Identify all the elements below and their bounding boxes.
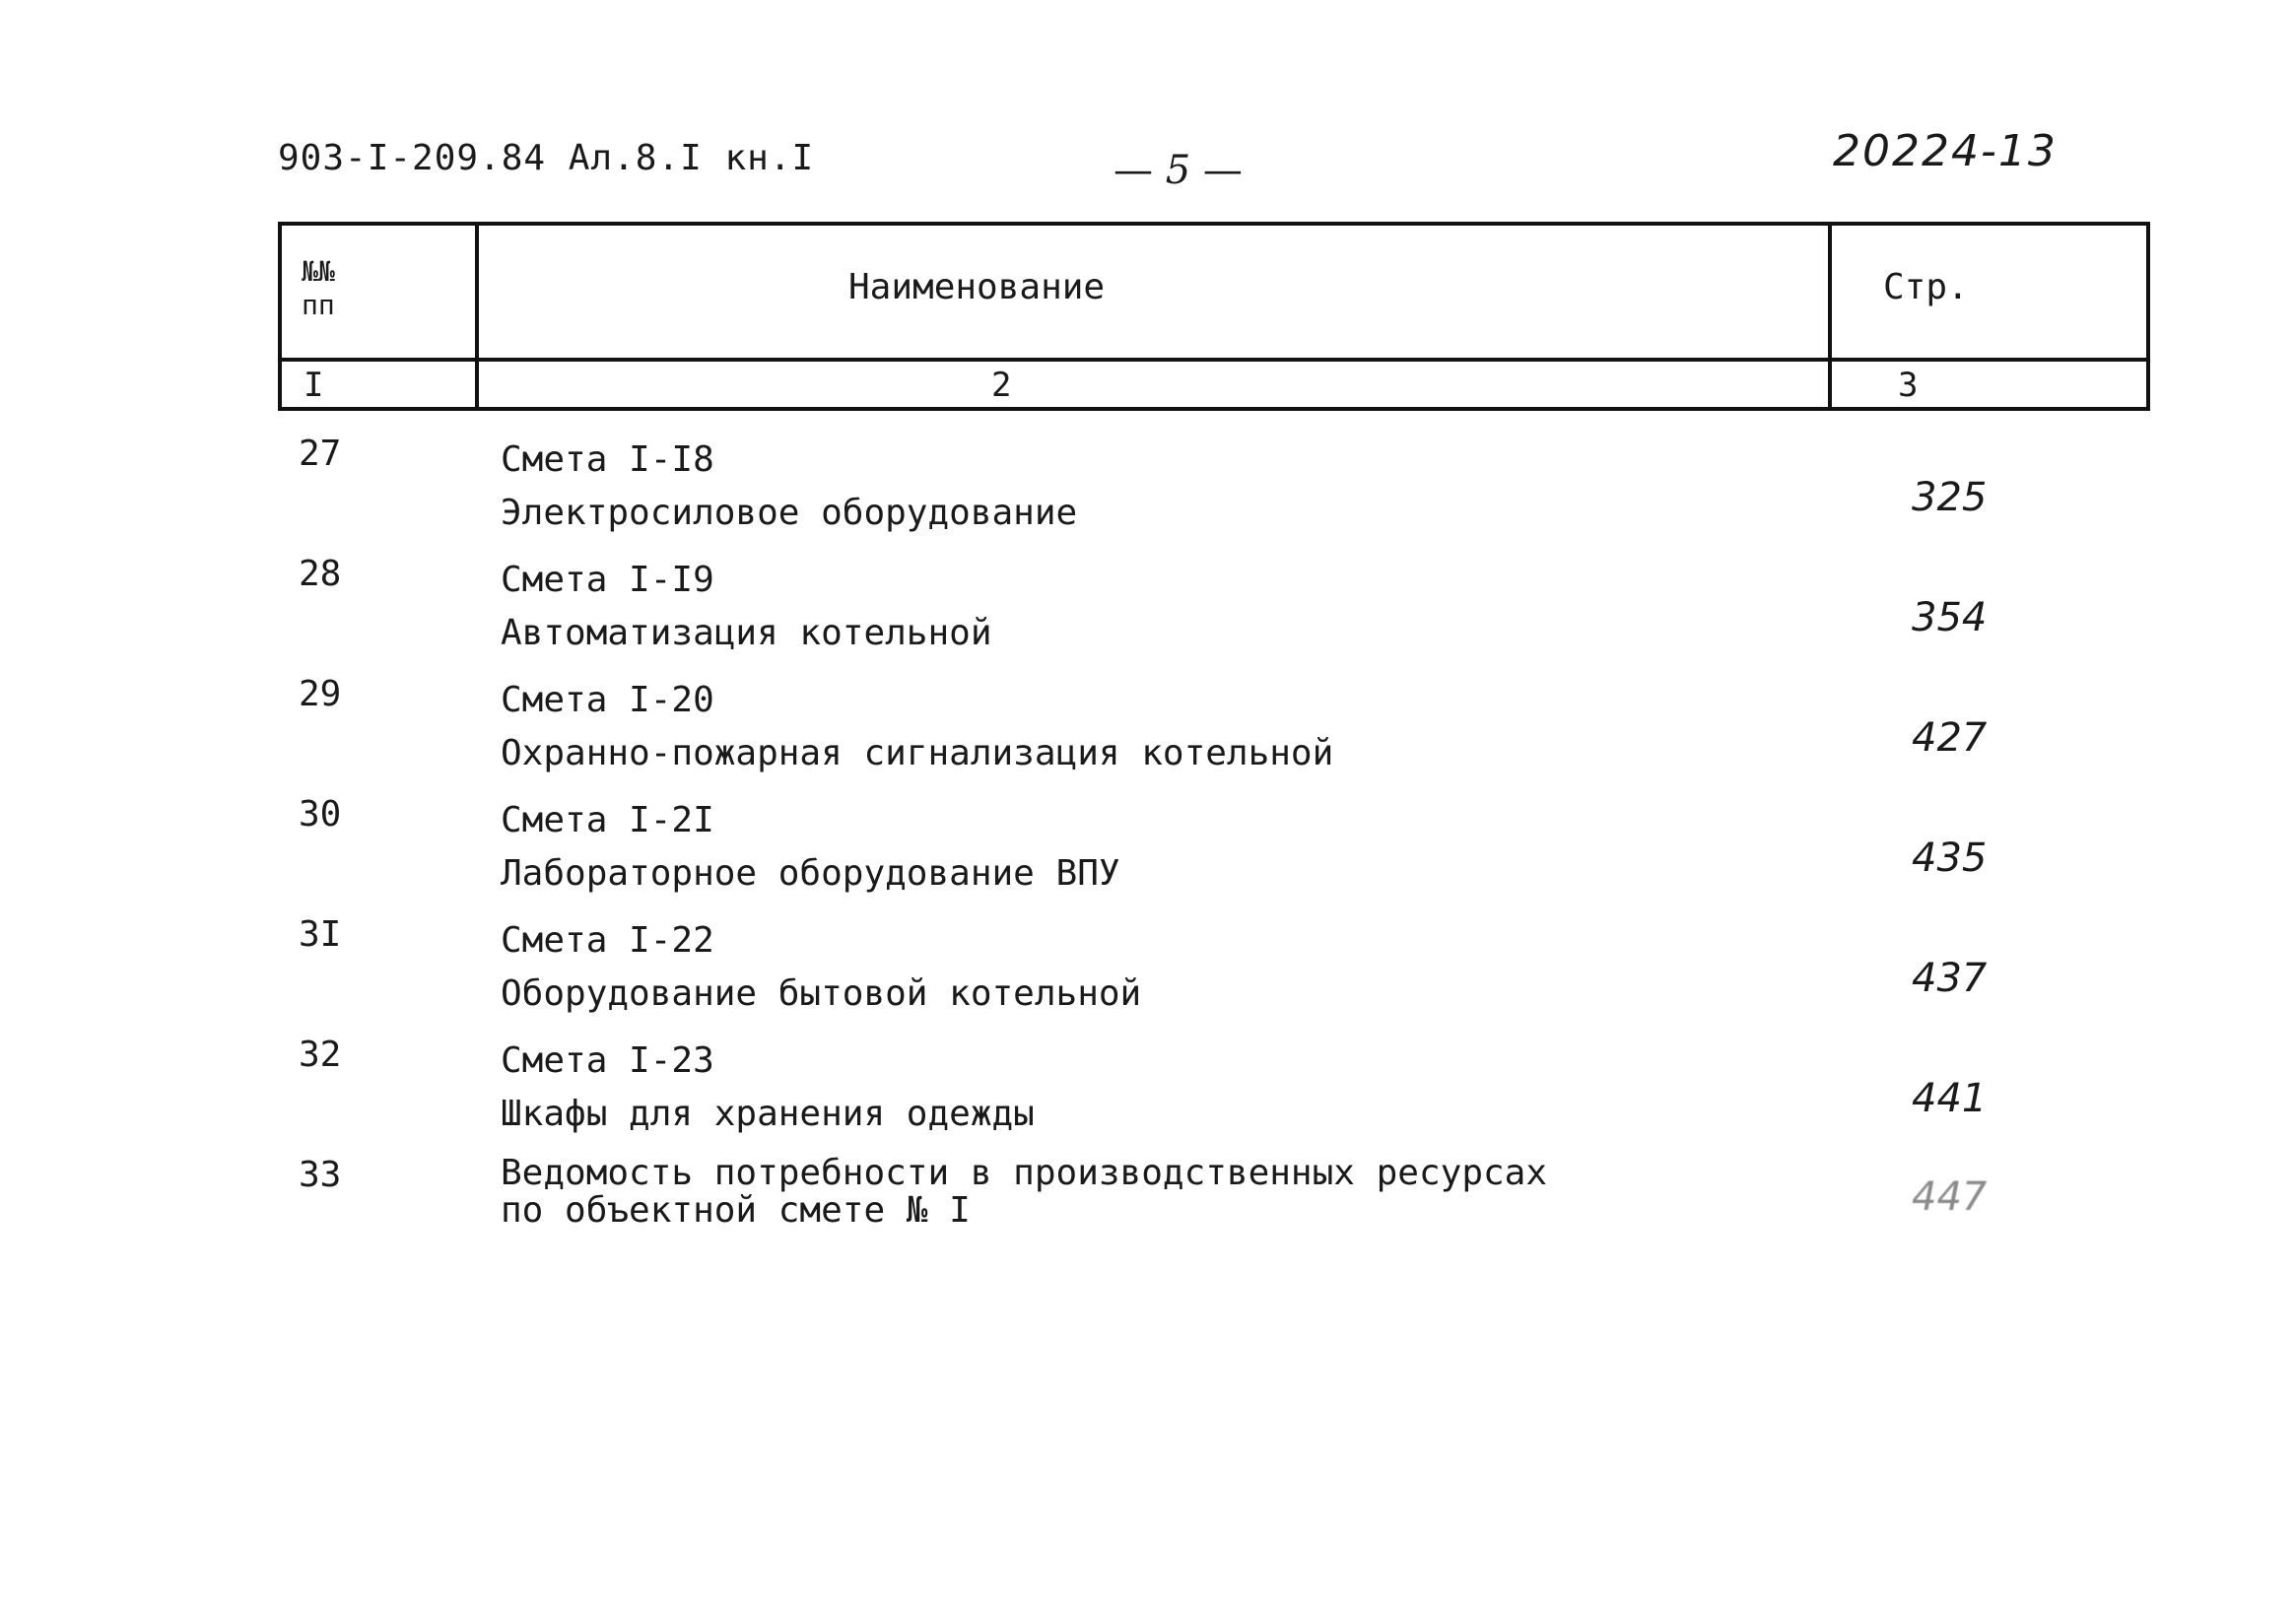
row-title-line1: Смета I-22 [501, 920, 714, 961]
page-number [1114, 148, 1243, 193]
row-title [501, 434, 1077, 540]
row-page: 437 [1912, 956, 1988, 1001]
row-number: 30 [299, 794, 342, 835]
row-number: 32 [299, 1035, 342, 1075]
page-number-value: 5 [1165, 148, 1191, 193]
column-index-3: 3 [1898, 366, 1919, 405]
row-page: 427 [1912, 715, 1988, 761]
row-number: 28 [299, 554, 342, 594]
row-title-line2: Охранно-пожарная сигнализация котельной [501, 733, 1334, 773]
row-page: 441 [1912, 1076, 1988, 1121]
table-row [0, 794, 2296, 903]
table-row [0, 554, 2296, 662]
row-title-line1: Смета I-23 [501, 1040, 714, 1081]
header-page-label: Стр. [1883, 267, 1969, 307]
row-page: 447 [1912, 1174, 1988, 1220]
archive-number: 20224-13 [1833, 126, 2058, 176]
table-row [0, 674, 2296, 782]
table-header [278, 222, 2150, 411]
column-divider [1828, 226, 1832, 407]
column-index-2: 2 [991, 366, 1012, 405]
row-title-line2: Шкафы для хранения одежды [501, 1094, 1035, 1134]
header-name-label: Наименование [848, 267, 1106, 307]
row-page: 354 [1912, 595, 1988, 640]
row-title [501, 554, 992, 660]
row-title-line1: Ведомость потребности в производственных ресурсах [501, 1153, 1548, 1193]
row-title-line1: Смета I-I8 [501, 439, 714, 480]
row-title-line2: Автоматизация котельной [501, 613, 992, 653]
row-page: 435 [1912, 836, 1988, 881]
table-row [0, 914, 2296, 1023]
row-number: 3I [299, 914, 342, 955]
row-title [501, 794, 1120, 901]
row-title [501, 1035, 1035, 1141]
row-title-line1: Смета I-20 [501, 680, 714, 720]
row-number: 33 [299, 1155, 342, 1195]
row-title-line2: Оборудование бытовой котельной [501, 973, 1142, 1014]
header-num-label-line1: №№ [302, 255, 335, 288]
table-row [0, 434, 2296, 542]
row-page: 325 [1912, 475, 1988, 520]
row-title [501, 674, 1333, 780]
column-divider [475, 226, 479, 407]
column-index-1: I [304, 366, 324, 405]
row-title-line1: Смета I-I9 [501, 560, 714, 600]
header-num-label-line2: пп [302, 289, 335, 321]
row-title [501, 914, 1141, 1021]
row-number: 29 [299, 674, 342, 714]
table-row [0, 1155, 2296, 1263]
page-number-dash-right: — [1202, 148, 1243, 193]
row-title-line2: Лабораторное оборудование ВПУ [501, 853, 1120, 894]
row-number: 27 [299, 434, 342, 474]
table-row [0, 1035, 2296, 1143]
row-title-line2: Электросиловое оборудование [501, 493, 1078, 533]
row-title-line2: по объектной смете № I [501, 1190, 971, 1231]
page-number-dash-left: — [1114, 148, 1153, 193]
row-title-line1: Смета I-2I [501, 800, 714, 840]
document-code: 903-I-209.84 Ал.8.I кн.I [278, 138, 815, 178]
header-divider [282, 358, 2146, 362]
row-title [501, 1155, 1547, 1230]
header-num-label [302, 255, 335, 322]
